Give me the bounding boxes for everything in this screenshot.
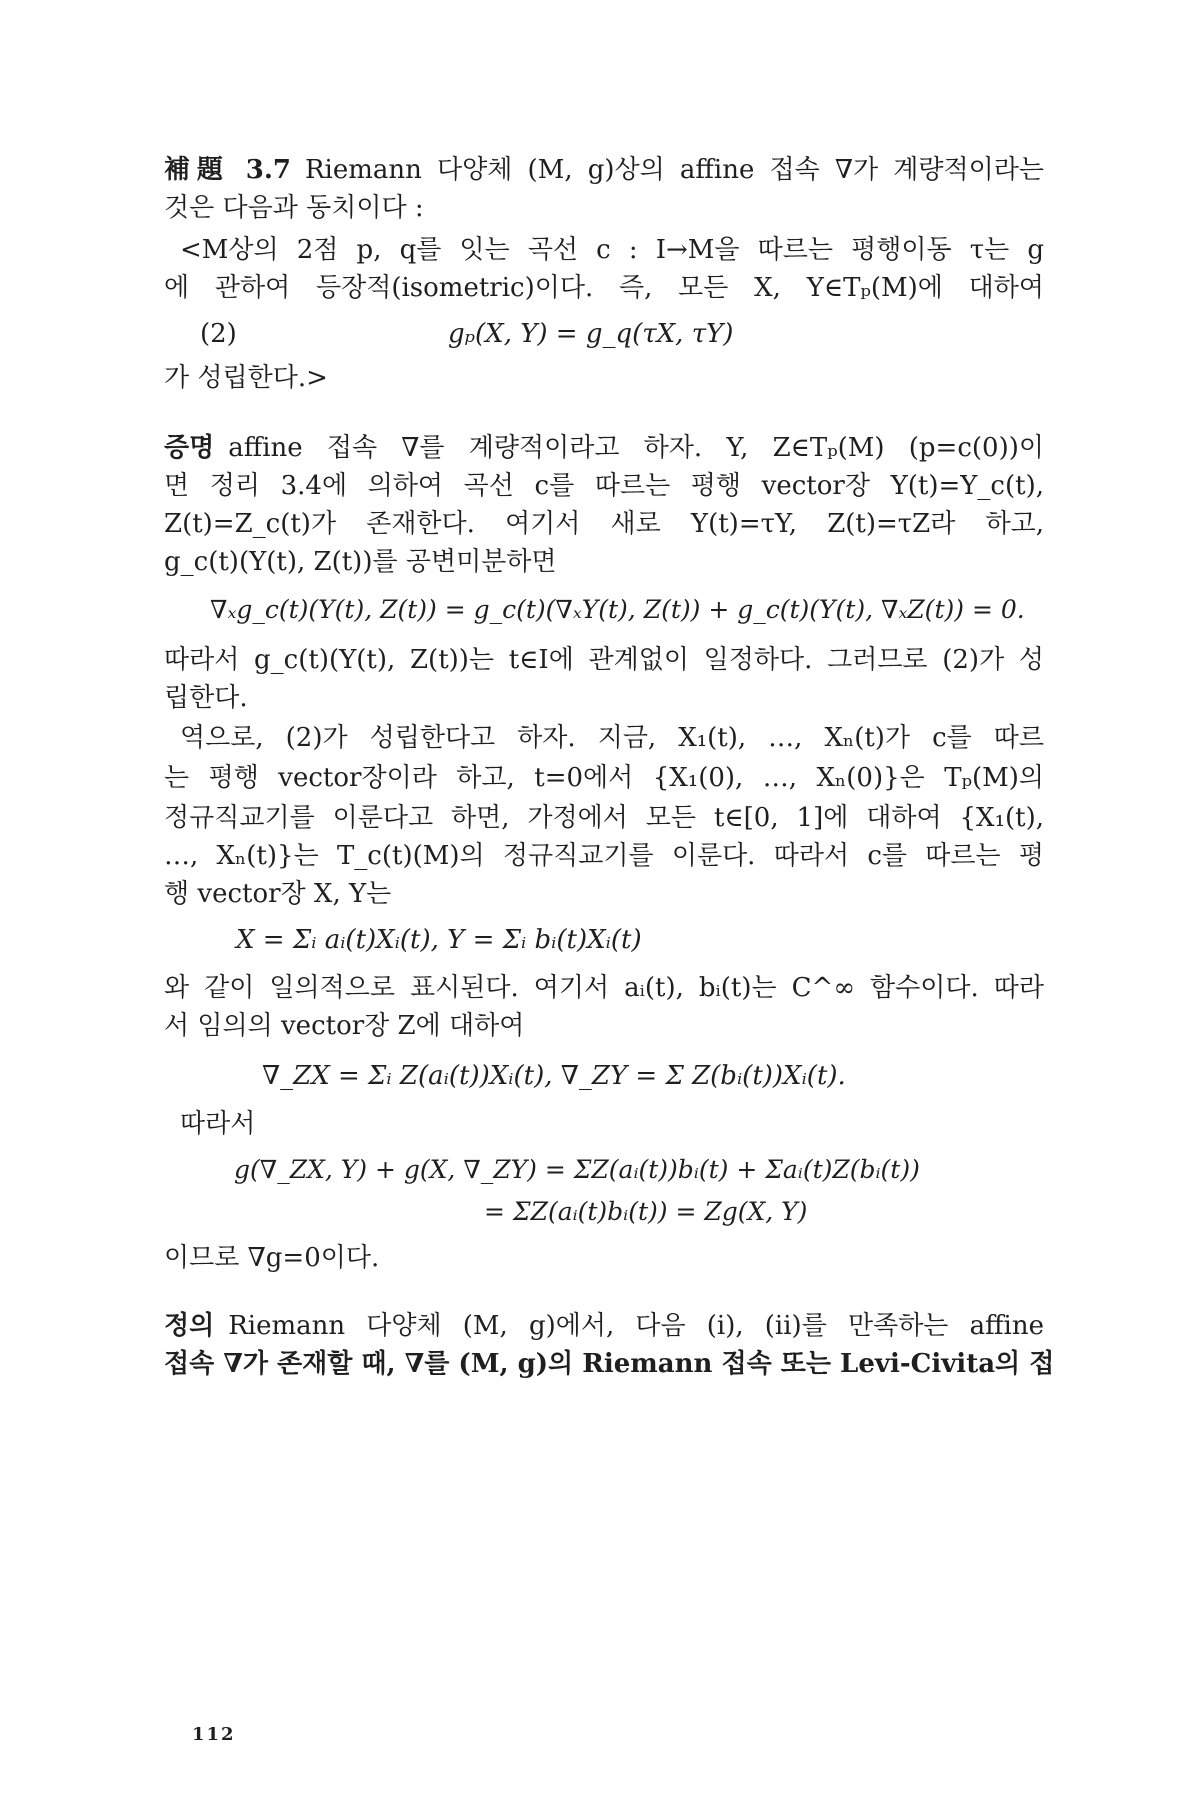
- proof-line-2: 면 정리 3.4에 의하여 곡선 c를 따르는 평행 vector장 Y(t)=Y_c(t),: [164, 471, 1044, 501]
- proof-equation-2: X = Σᵢ aᵢ(t)Xᵢ(t), Y = Σᵢ bᵢ(t)Xᵢ(t): [236, 925, 642, 955]
- proof-line-7: 역으로, (2)가 성립한다고 하자. 지금, X₁(t), …, Xₙ(t)가 c를 따르: [180, 723, 1044, 753]
- proof-line-11: 행 vector장 X, Y는: [164, 879, 392, 909]
- proof-equation-4b: = ΣZ(aᵢ(t)bᵢ(t)) = Zg(X, Y): [484, 1197, 808, 1226]
- proof-line-5: 따라서 g_c(t)(Y(t), Z(t))는 t∈I에 관계없이 일정하다. 그러므로 (2)가 성: [164, 645, 1044, 675]
- lemma-line-5: 가 성립한다.>: [164, 363, 328, 393]
- proof-line-4: g_c(t)(Y(t), Z(t))를 공변미분하면: [164, 547, 557, 577]
- proof-equation-4a: g(∇_ZX, Y) + g(X, ∇_ZY) = ΣZ(aᵢ(t))bᵢ(t) + Σaᵢ(t)Z(bᵢ(t)): [234, 1155, 920, 1184]
- lemma-line-2: 것은 다음과 동치이다 :: [164, 193, 424, 223]
- proof-line-12: 와 같이 일의적으로 표시된다. 여기서 aᵢ(t), bᵢ(t)는 C^∞ 함수이다. 따라: [164, 973, 1044, 1003]
- definition-line-2: 접속 ∇가 존재할 때, ∇를 (M, g)의 Riemann 접속 또는 Levi-Civita의 접: [164, 1349, 1055, 1379]
- proof-line-1: 증명 affine 접속 ∇를 계량적이라고 하자. Y, Z∈Tₚ(M) (p=c(0))이: [164, 433, 1044, 463]
- lemma-line-1: 補題 3.7 Riemann 다양체 (M, g)상의 affine 접속 ∇가 계량적이라는: [164, 155, 1044, 185]
- lemma-equation: gₚ(X, Y) = g_q(τX, τY): [448, 319, 734, 349]
- proof-line-14: 따라서: [180, 1109, 256, 1139]
- proof-line-8: 는 평행 vector장이라 하고, t=0에서 {X₁(0), …, Xₙ(0)}은 Tₚ(M)의: [164, 763, 1044, 793]
- proof-line-6: 립한다.: [164, 683, 248, 713]
- proof-label: 증명: [164, 433, 215, 463]
- proof-line-15: 이므로 ∇g=0이다.: [164, 1243, 380, 1273]
- definition-label: 정의: [164, 1311, 215, 1341]
- equation-number: (2): [200, 319, 237, 349]
- lemma-line-3: <M상의 2점 p, q를 잇는 곡선 c : I→M을 따르는 평행이동 τ는 g: [180, 235, 1044, 265]
- proof-line-13: 서 임의의 vector장 Z에 대하여: [164, 1011, 525, 1041]
- proof-equation-1: ∇ₓg_c(t)(Y(t), Z(t)) = g_c(t)(∇ₓY(t), Z(t)) + g_c(t)(Y(t), ∇ₓZ(t)) = 0.: [210, 595, 1025, 624]
- lemma-line-4: 에 관하여 등장적(isometric)이다. 즉, 모든 X, Y∈Tₚ(M)에 대하여: [164, 273, 1044, 303]
- proof-line-3: Z(t)=Z_c(t)가 존재한다. 여기서 새로 Y(t)=τY, Z(t)=τZ라 하고,: [164, 509, 1044, 539]
- proof-line-10: …, Xₙ(t)}는 T_c(t)(M)의 정규직교기를 이룬다. 따라서 c를 따르는 평: [164, 841, 1044, 871]
- lemma-label: 補題 3.7: [164, 155, 291, 185]
- proof-equation-3: ∇_ZX = Σᵢ Z(aᵢ(t))Xᵢ(t), ∇_ZY = Σ Z(bᵢ(t))Xᵢ(t).: [262, 1061, 846, 1091]
- page-number: 112: [192, 1724, 236, 1745]
- proof-line-9: 정규직교기를 이룬다고 하면, 가정에서 모든 t∈[0, 1]에 대하여 {X₁(t),: [164, 803, 1044, 833]
- definition-line-1: 정의 Riemann 다양체 (M, g)에서, 다음 (i), (ii)를 만족하는 affine: [164, 1311, 1044, 1341]
